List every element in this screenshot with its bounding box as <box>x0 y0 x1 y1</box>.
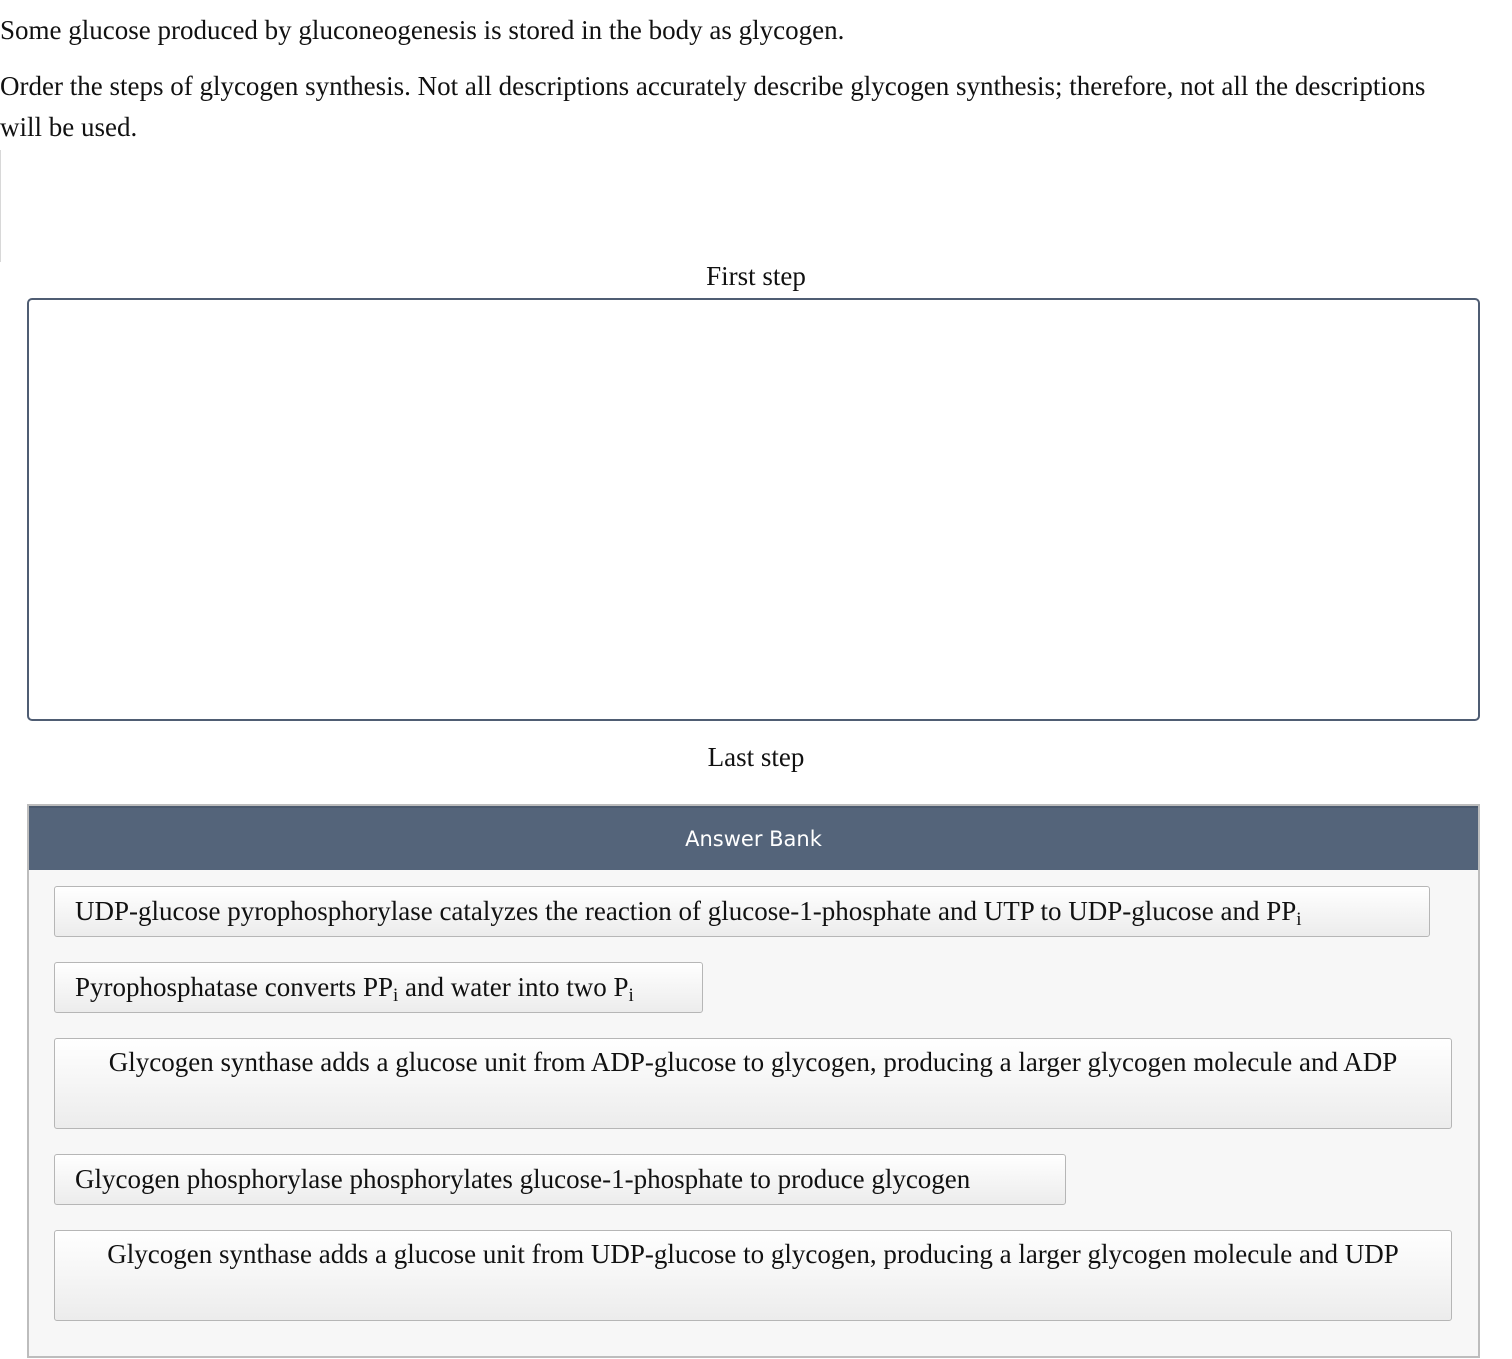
answer-item-text: Glycogen phosphorylase phosphorylates glucose-1-phosphate to produce glycogen <box>75 1164 971 1194</box>
intro-text: Some glucose produced by gluconeogenesis is stored in the body as glycogen. <box>0 15 845 45</box>
answer-item-text: Pyrophosphatase converts PP <box>75 972 393 1002</box>
answer-item-glycogen-synthase-udp[interactable] <box>54 1230 1452 1321</box>
first-step-label: First step <box>706 261 806 291</box>
answer-item-udp-glucose-pyrophosphorylase[interactable] <box>54 886 1430 937</box>
ordering-drop-zone[interactable] <box>27 298 1480 721</box>
answer-item-pyrophosphatase[interactable] <box>54 962 703 1013</box>
answer-bank-header: Answer Bank <box>29 806 1478 870</box>
answer-item-glycogen-synthase-adp[interactable] <box>54 1038 1452 1129</box>
answer-item-text: Glycogen synthase adds a glucose unit from ADP-glucose to glycogen, producing a larger glycogen molecule and ADP <box>108 1047 1398 1077</box>
subscript-i: i <box>392 985 399 1006</box>
answer-bank-items <box>29 870 1478 1321</box>
subscript-i: i <box>1296 909 1302 930</box>
answer-item-glycogen-phosphorylase[interactable] <box>54 1154 1066 1205</box>
subscript-i: i <box>628 985 634 1006</box>
answer-item-text: Glycogen synthase adds a glucose unit from UDP-glucose to glycogen, producing a larger glycogen molecule and UDP <box>107 1239 1399 1269</box>
last-step-label: Last step <box>707 742 805 772</box>
answer-bank <box>27 804 1480 1358</box>
question-prompt: Order the steps of glycogen synthesis. Not all descriptions accurately describe glycogen synthesis; therefore, not all the descriptions will be used. <box>0 71 1426 142</box>
left-divider <box>0 150 1 262</box>
answer-item-text: and water into two P <box>398 972 629 1002</box>
answer-item-text: UDP-glucose pyrophosphorylase catalyzes the reaction of glucose-1-phosphate and UTP to UDP-glucose and PP <box>75 896 1297 926</box>
